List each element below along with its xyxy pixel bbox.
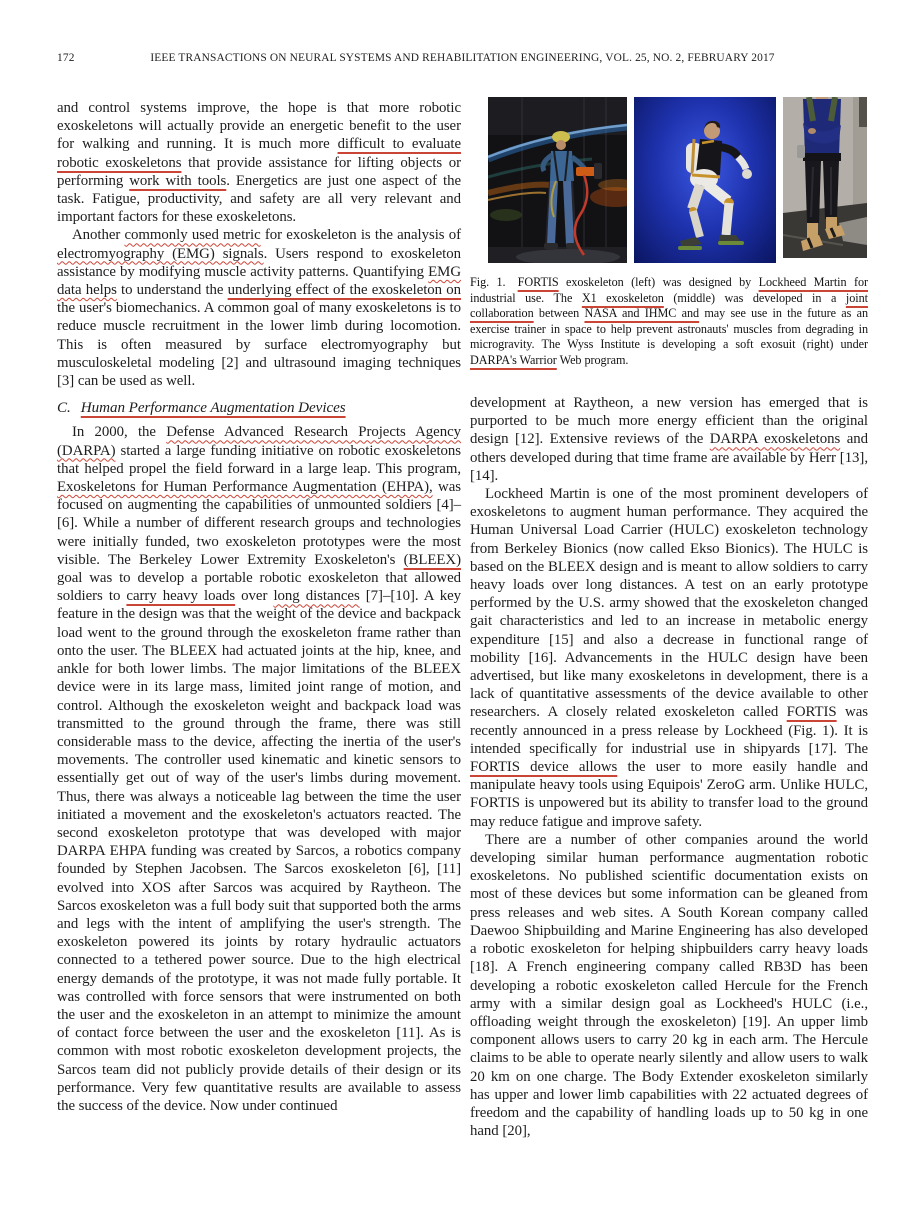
annotated-phrase: difficult to evaluate robotic exoskeletons: [57, 136, 461, 171]
soft-exosuit-photo: [783, 97, 867, 258]
annotated-phrase: X1 exoskeleton: [581, 290, 664, 305]
text-run: Lockheed Martin is one of the most prominent developers of exoskeletons to augment human performance. They acquired the Human Universal Load Carrier (HULC) exoskeleton technology from Berkeley Bionics (now called Ekso Bionics). The HULC is based on the BLEEX design and is meant to allow soldiers to carry heavy loads over long distances. A test on an early prototype performed by the U.S. army showed that the exoskeleton changed gait characteristics and led to an increase in metabolic energy expenditure [15] and also a decrease in functional range of mobility [16]. Advancements in the HULC design have been advertised, but like many exoskeletons in development, there is a lack of quantitative assessments of the device available to other researchers. A closely related exoskeleton called: [470, 486, 868, 721]
annotated-phrase: (BLEEX): [403, 551, 461, 568]
paragraph: [57, 226, 461, 390]
annotated-phrase: NASA and IHMC and: [584, 306, 700, 320]
fortis-exoskeleton-photo: [488, 97, 627, 263]
text-run: and others developed during that time frame are available by Herr [13], [14].: [470, 431, 868, 484]
annotated-phrase: Defense Advanced Research Projects Agency (DARPA): [57, 424, 461, 459]
x1-photo-illustration: [634, 97, 776, 263]
text-run: development at Raytheon, a new version has emerged that is purported to be much more energy efficient than the original design [12]. Extensive reviews of the: [470, 395, 868, 448]
fortis-photo-illustration: [488, 97, 627, 263]
annotated-phrase: long distances: [273, 588, 360, 605]
annotated-phrase: Exoskeletons for Human Performance Augmentation (EHPA),: [57, 479, 433, 496]
annotated-phrase: EMG data helps: [57, 263, 461, 299]
text-run: the user's biomechanics. A common goal of many exoskeletons is to reduce muscle recruitment in the lower limb during locomotion. This is often measured by surface electromyography but musculoskeletal modeling [2] and ultrasound imaging techniques [3] can be used as well.: [57, 300, 461, 390]
text-run: the user to more easily handle and manipulate heavy tools using Equipois' ZeroG arm. Unlike HULC, FORTIS is unpowered but its ability to transfer load to the ground may reduce fatigue and improve safety.: [470, 759, 868, 830]
text-run: . Energetics are just one aspect of the task. Fatigue, productivity, and safety are all very relevant and important factors for these exoskeletons.: [57, 172, 462, 226]
annotated-phrase: carry heavy loads: [126, 588, 236, 605]
text-run: between: [533, 306, 585, 320]
text-run: exoskeleton (left) was designed by: [558, 275, 759, 289]
page-number: 172: [57, 52, 75, 64]
annotated-phrase: FORTIS: [786, 704, 837, 721]
text-run: goal was to develop a portable robotic exoskeleton that allowed soldiers to: [57, 570, 461, 605]
annotated-phrase: underlying effect of the exoskeleton on: [227, 282, 461, 299]
annotated-phrase: commonly used metric: [124, 227, 261, 244]
text-run: industrial use. The: [470, 290, 582, 305]
annotated-phrase: electromyography (EMG) signals: [57, 245, 264, 262]
text-run: for exoskeleton is the analysis of: [260, 227, 461, 244]
text-run: may see use in the future as an exercise trainer in space to help prevent astronauts' muscles from degrading in microgravity. The Wyss Institute is developing a soft exosuit (right) under: [470, 306, 868, 351]
text-run: started a large funding initiative on robotic exoskeletons that helped propel the field forward in a large leap. This program,: [57, 442, 461, 477]
section-label: C.: [57, 400, 71, 417]
text-run: [7]–[10]. A key feature in the design was that the weight of the device and backpack load went to the ground through the exoskeleton frame rather than onto the user. The BLEEX had actuated joints at the hip, knee, and ankle for both lower limbs. The major limitations of the BLEEX device were in its large mass, limited joint range of motion, and control. Although the exoskeleton weight and backpack load was transmitted to the ground through the frame, there was still considerable mass to the device, affecting the inertia of the user's movements. The controller used kinematic and kinetic sensors to essentially get out of way of the user's limbs during movement. Thus, there was always a noticeable lag between the time the user initiated a movement and the exoskeleton's actuators reacted. The second exoskeleton prototype that was developed with major DARPA EHPA funding was created by Sarcos, a robotics company founded by Stephen Jacobsen. The Sarcos exoskeleton [6], [11] evolved into XOS after Sarcos was acquired by Raytheon. The Sarcos exoskeleton was a full body suit that supported both the arms and legs with the intent of amplifying the user's strength. The exoskeleton powered its joints by rotary hydraulic actuators connected to a tethered power source. Due to the high electrical energy demands of the prototype, it was not made fully portable. It was controlled with force sensors that were instrumented on both the user and the exoskeleton in an attempt to minimize the amount of contact force between the user and the exoskeleton [11]. As is common with most robotic exoskeleton development projects, the Sarcos team did not publicly provide details of their design or its performance. Very few quantitative results are available to assess the success of the device. Now under continued: [57, 588, 461, 1114]
annotated-phrase: Lockheed Martin for: [758, 275, 869, 289]
text-run: . Users respond to exoskeleton assistance by modifying muscle activity patterns. Quantifying: [57, 245, 461, 280]
section-title: Human Performance Augmentation Devices: [80, 400, 346, 417]
annotated-phrase: FORTIS device allows: [470, 759, 618, 776]
left-column: [57, 99, 461, 1115]
annotated-phrase: work with tools: [129, 172, 227, 189]
x1-exoskeleton-photo: [634, 97, 776, 263]
annotated-phrase: FORTIS: [517, 275, 559, 289]
annotated-phrase: DARPA exoskeletons: [709, 431, 841, 448]
right-column: [470, 97, 868, 1140]
paragraph: [57, 423, 461, 1115]
text-run: was focused on augmenting the capabilities of unmounted soldiers [4]–[6]. While a number of different research groups and technologies were initially funded, two exoskeleton prototypes were the most visible. The Berkeley Lower Extremity Exoskeleton's: [57, 479, 461, 568]
text-run: There are a number of other companies around the world developing similar human performance augmentation robotic exoskeletons. No published scientific documentation exists on most of these devices but some information can be gleaned from press releases and web sites. A South Korean company called Daewoo Shipbuilding and Marine Engineering has also developed a robotic exoskeleton for helping shipbuilders carry heavy loads [18]. A French engineering company called RB3D has been developing a robotic exoskeleton called Hercule for the French army with a similar design goal as Lockheed's HULC (i.e., offloading weight through the exoskeleton) [19]. An upper limb component allows users to carry 20 kg in each arm. The Hercule claims to be able to operate nearly silently and allow users to walk 20 km on one charge. The Body Extender exoskeleton similarly has upper and lower limb capabilities with 22 actuated degrees of freedom and the capability of handling loads up to 50 kg in one hand [20],: [470, 831, 868, 1140]
text-run: (middle) was developed in a: [663, 290, 846, 305]
text-run: to understand the: [116, 282, 228, 299]
text-run: that provide assistance for lifting objects or performing: [57, 154, 461, 189]
figure-1-caption: [470, 275, 868, 368]
text-run: Another: [72, 227, 125, 244]
running-header: [57, 52, 868, 68]
text-run: and control systems improve, the hope is that more robotic exoskeletons will actually provide an energetic benefit to the user for walking and running. It is much more: [57, 100, 461, 153]
paragraph: [57, 99, 461, 226]
text-run: In 2000, the: [72, 424, 167, 441]
section-heading-c: [57, 399, 461, 417]
exosuit-photo-illustration: [783, 97, 867, 258]
annotated-phrase: DARPA's Warrior: [470, 352, 557, 367]
text-run: Web program.: [556, 352, 629, 367]
text-run: over: [235, 588, 274, 605]
text-run: was recently announced in a press release by Lockheed (Fig. 1). It is intended specifically for industrial use in shipyards [17]. The: [470, 704, 868, 757]
figure-1-photos: [488, 97, 868, 263]
figure-1: [470, 97, 868, 368]
text-run: Fig. 1.: [470, 275, 518, 289]
paragraph: [470, 831, 868, 1140]
right-column-text: [470, 394, 868, 1140]
paragraph: [470, 485, 868, 831]
annotated-phrase: joint collaboration: [470, 290, 868, 320]
paragraph: [470, 394, 868, 485]
journal-title: IEEE TRANSACTIONS ON NEURAL SYSTEMS AND REHABILITATION ENGINEERING, VOL. 25, NO. 2, FEBRUARY 2017: [150, 52, 775, 64]
